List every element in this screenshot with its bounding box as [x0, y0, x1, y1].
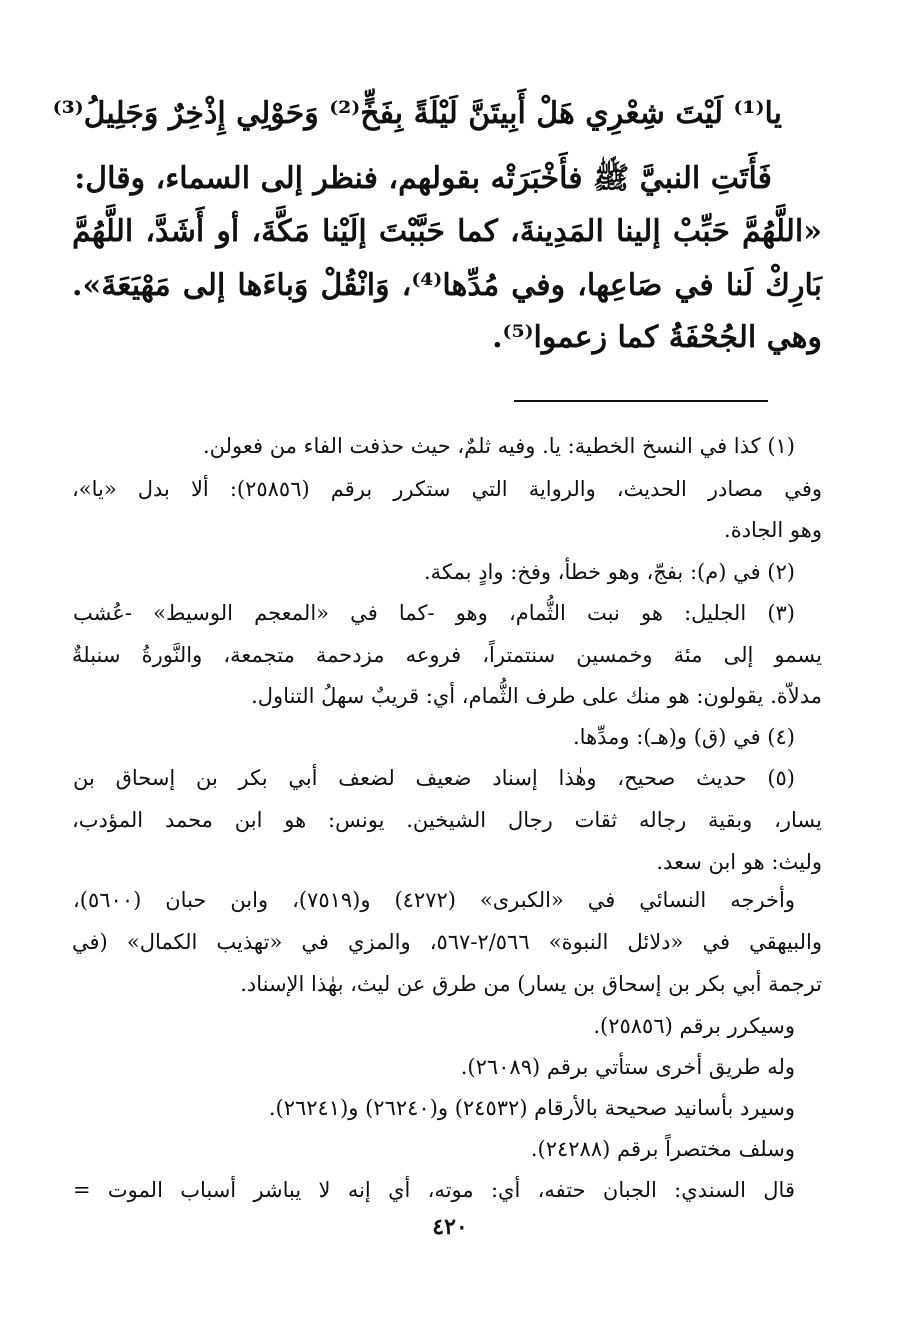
footnote-line: والبيهقي في «دلائل النبوة» ٢/٥٦٦-٥٦٧، والمزي في «تهذيب الكمال» (في [72, 930, 822, 954]
footnote-separator [514, 400, 768, 402]
footnote-line: وسيكرر برقم (٢٥٨٥٦). [593, 1014, 795, 1038]
footnote-line: (٣) الجليل: هو نبت الثُّمام، وهو -كما في «المعجم الوسيط» -عُشب [73, 601, 795, 625]
footnote-line: (٤) في (ق) و(هـ): ومدِّها. [573, 725, 795, 749]
footnote-line: يسمو إلى مئة وخمسين سنتمتراً، فروعه مزدحمة متجمعة، والنَّورةُ سنبلةٌ [72, 643, 822, 667]
footnote-line: وليث: هو ابن سعد. [656, 850, 822, 874]
footnote-line: وله طريق أخرى ستأتي برقم (٢٦٠٨٩). [460, 1055, 795, 1079]
footnote-line: وأخرجه النسائي في «الكبرى» (٤٢٧٢) و(٧٥١٩)، وابن حبان (٥٦٠٠)، [73, 888, 795, 912]
footnote-line: (٢) في (م): بفجّ، وهو خطأ، وفخ: وادٍ بمكة. [424, 560, 795, 584]
main-text-line: فَأَتَتِ النبيَّ ﷺ فأَخْبَرَتْه بقولهم، فنظر إلى السماء، وقال: [74, 161, 772, 196]
footnote-line: يسار، وبقية رجاله ثقات رجال الشيخين. يونس: هو ابن محمد المؤدب، [72, 808, 822, 832]
footnote-line: وسلف مختصراً برقم (٢٤٢٨٨). [530, 1137, 795, 1161]
page-number: ٤٢٠ [432, 1214, 468, 1240]
footnote-line: وفي مصادر الحديث، والرواية التي ستكرر برقم (٢٥٨٥٦): ألا بدل «يا»، [72, 477, 822, 501]
main-text-line: وهي الجُحْفَةُ كما زعموا⁽⁵⁾. [492, 320, 822, 355]
footnote-line: قال السندي: الجبان حتفه، أي: موته، أي إنه لا يباشر أسباب الموت = [73, 1178, 795, 1202]
footnote-line: وسيرد بأسانيد صحيحة بالأرقام (٢٤٥٣٢) و(٢٦٢٤٠) و(٢٦٢٤١). [268, 1096, 795, 1120]
footnote-line: مدلاّة. يقولون: هو منك على طرف الثُّمام، أي: قريبٌ سهلُ التناول. [251, 684, 822, 708]
footnote-line: (٥) حديث صحيح، وهٰذا إسناد ضعيف لضعف أبي بكر بن إسحاق بن [73, 766, 795, 790]
main-text-line: «اللَّهُمَّ حَبِّبْ إلينا المَدِينةَ، كما حَبَّبْتَ إلَيْنا مَكَّةَ، أو أَشَدَّ، اللَّهُمَّ [72, 214, 822, 249]
poem-line: يا⁽¹⁾ لَيْتَ شِعْرِي هَلْ أَبِيتَنَّ لَيْلَةً بِفَخٍّ⁽²⁾ وَحَوْلِي إِذْخِرٌ وَجَلِيلُ⁽³⁾ [52, 96, 782, 131]
footnote-line: (١) كذا في النسخ الخطية: يا. وفيه ثلمٌ، حيث حذفت الفاء من فعولن. [202, 434, 795, 458]
footnote-line: وهو الجادة. [724, 518, 822, 542]
footnote-line: ترجمة أبي بكر بن إسحاق بن يسار) من طرق عن ليث، بهٰذا الإسناد. [240, 972, 822, 996]
main-text-line: بَارِكْ لَنا في صَاعِها، وفي مُدِّها⁽⁴⁾، وَانْقُلْ وَباءَها إلى مَهْيَعَةَ». [72, 268, 822, 303]
